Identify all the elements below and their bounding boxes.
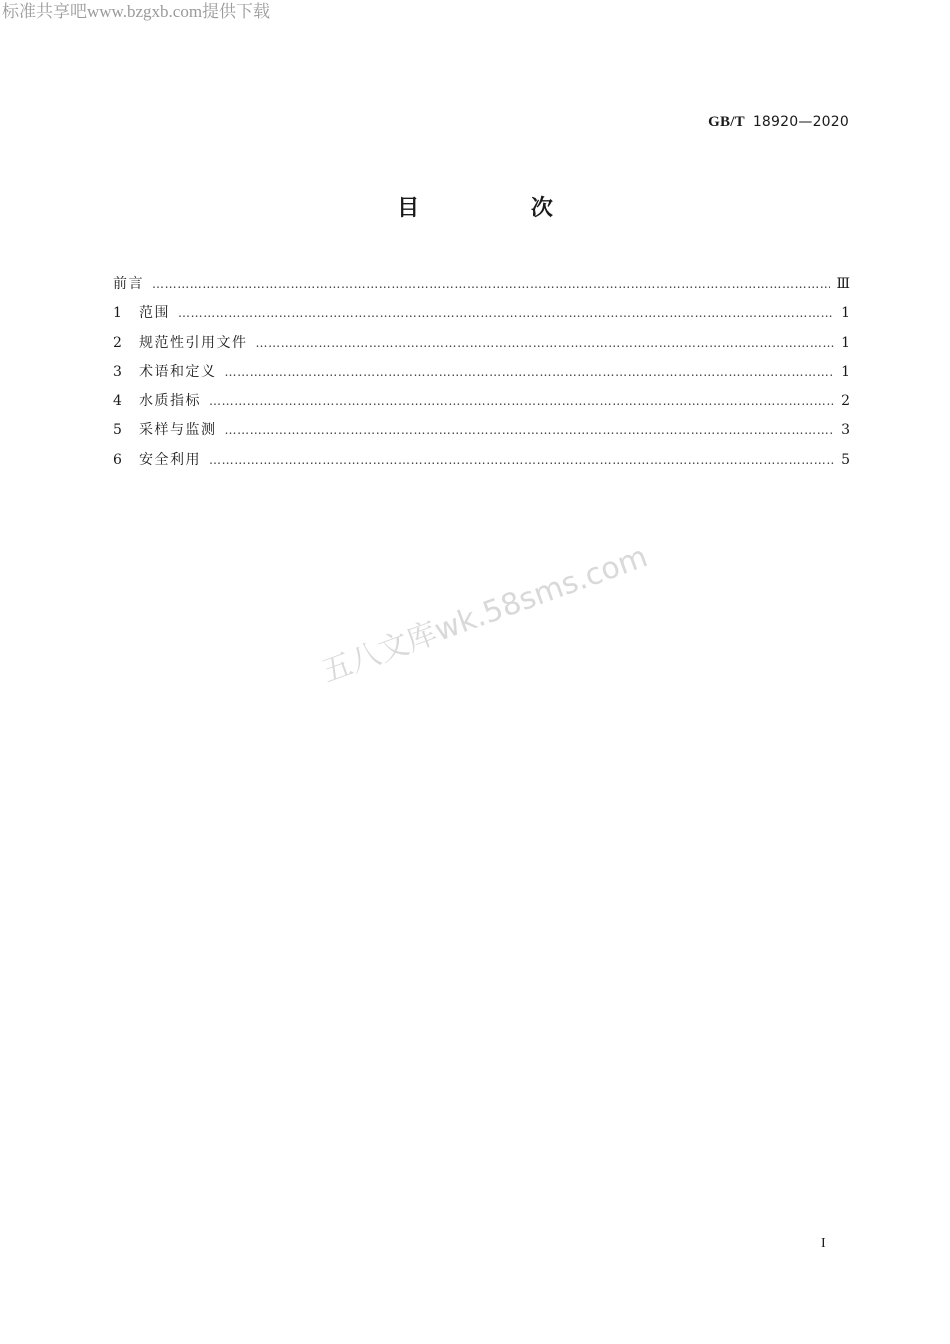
toc-entry-label: 采样与监测 bbox=[139, 422, 217, 439]
toc-entry-number: 6 bbox=[113, 451, 122, 468]
toc-leader-dots bbox=[152, 273, 830, 295]
toc-leader-dots bbox=[225, 419, 835, 441]
toc-entry-scope[interactable] bbox=[113, 302, 850, 331]
toc-entry-number: 4 bbox=[113, 393, 122, 410]
site-watermark: 五八文库wk.58sms.com bbox=[317, 539, 653, 690]
toc-entry-page: 1 bbox=[841, 305, 850, 322]
toc-entry-page: 1 bbox=[841, 363, 850, 380]
toc-entry-label: 范围 bbox=[139, 305, 170, 322]
toc-entry-number: 1 bbox=[113, 305, 122, 322]
toc-leader-dots bbox=[209, 390, 834, 412]
toc-entry-sampling-monitoring[interactable] bbox=[113, 419, 850, 448]
standard-number-value: 18920—2020 bbox=[752, 114, 849, 130]
toc-entry-label: 术语和定义 bbox=[139, 363, 217, 380]
toc-entry-normative-references[interactable] bbox=[113, 332, 850, 361]
toc-entry-water-quality-indicators[interactable] bbox=[113, 390, 850, 419]
toc-entry-label: 安全利用 bbox=[139, 451, 201, 468]
toc-entry-number: 3 bbox=[113, 363, 122, 380]
table-of-contents bbox=[113, 273, 850, 478]
toc-leader-dots bbox=[225, 361, 835, 383]
source-watermark: 标准共享吧www.bzgxb.com提供下载 bbox=[2, 2, 271, 21]
toc-entry-label: 水质指标 bbox=[139, 393, 201, 410]
toc-entry-label: 前言 bbox=[113, 276, 144, 292]
toc-entry-foreword[interactable] bbox=[113, 273, 850, 302]
toc-entry-safe-use[interactable] bbox=[113, 449, 850, 478]
toc-entry-page: 3 bbox=[841, 422, 850, 439]
toc-title: 目 次 bbox=[397, 196, 605, 221]
toc-leader-dots bbox=[178, 302, 834, 324]
toc-entry-page: Ⅲ bbox=[836, 276, 850, 292]
toc-entry-page: 2 bbox=[841, 393, 850, 410]
toc-entry-page: 5 bbox=[841, 451, 850, 468]
standard-number bbox=[708, 114, 849, 131]
toc-leader-dots bbox=[256, 332, 835, 354]
toc-entry-number: 5 bbox=[113, 422, 122, 439]
toc-leader-dots bbox=[209, 449, 834, 471]
toc-entry-page: 1 bbox=[841, 334, 850, 351]
toc-entry-label: 规范性引用文件 bbox=[139, 334, 248, 351]
toc-entry-terms-definitions[interactable] bbox=[113, 361, 850, 390]
page-number: I bbox=[821, 1236, 826, 1251]
toc-entry-number: 2 bbox=[113, 334, 122, 351]
standard-code: GB/T bbox=[708, 114, 745, 130]
